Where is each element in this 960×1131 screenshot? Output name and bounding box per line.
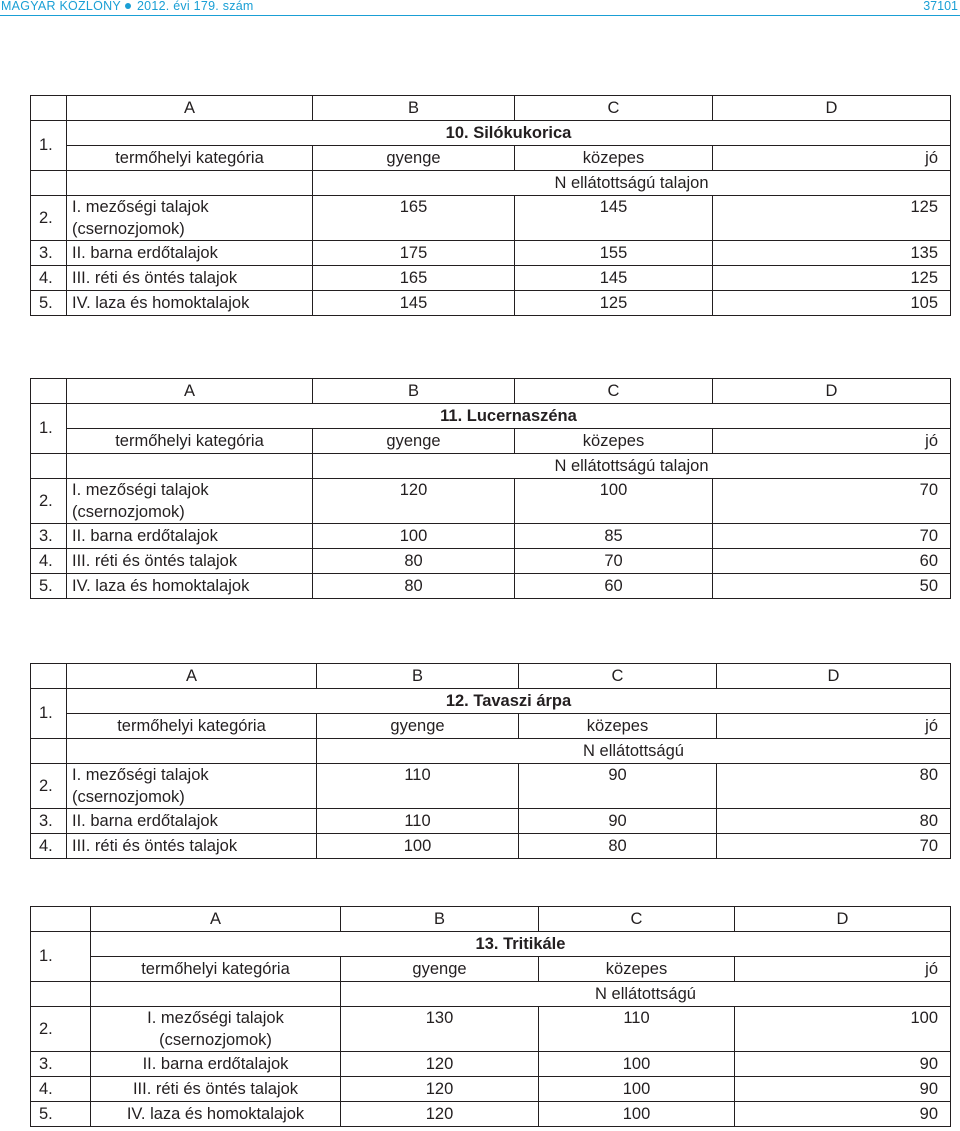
col-b: B bbox=[313, 379, 515, 404]
table-silokukorica bbox=[30, 95, 951, 316]
subhead-row bbox=[31, 454, 951, 479]
col-d: D bbox=[713, 379, 951, 404]
value-b: 80 bbox=[313, 574, 515, 599]
column-header-row bbox=[31, 664, 951, 689]
value-d: 50 bbox=[713, 574, 951, 599]
table-tavaszi-arpa bbox=[30, 663, 951, 859]
title-row bbox=[31, 404, 951, 429]
value-d: 90 bbox=[735, 1052, 951, 1077]
value-b: 175 bbox=[313, 241, 515, 266]
col-c: C bbox=[519, 664, 717, 689]
col-a: A bbox=[67, 96, 313, 121]
value-b: 120 bbox=[313, 479, 515, 524]
row-label: III. réti és öntés talajok bbox=[67, 266, 313, 291]
category-b: gyenge bbox=[313, 429, 515, 454]
value-c: 145 bbox=[515, 266, 713, 291]
category-d: jó bbox=[717, 714, 951, 739]
row-label: I. mezőségi talajok bbox=[72, 766, 209, 784]
table-row bbox=[31, 479, 951, 524]
value-b: 165 bbox=[313, 196, 515, 241]
row-number: 2. bbox=[31, 764, 67, 809]
table-row bbox=[31, 196, 951, 241]
category-c: közepes bbox=[515, 429, 713, 454]
value-d: 100 bbox=[735, 1007, 951, 1052]
column-header-row bbox=[31, 96, 951, 121]
value-b: 80 bbox=[313, 549, 515, 574]
row-number: 4. bbox=[31, 266, 67, 291]
table-title: 12. Tavaszi árpa bbox=[67, 689, 951, 714]
col-c: C bbox=[515, 379, 713, 404]
journal-title: MAGYAR KÖZLÖNY bbox=[1, 0, 121, 13]
value-c: 70 bbox=[515, 549, 713, 574]
col-c: C bbox=[539, 907, 735, 932]
value-c: 155 bbox=[515, 241, 713, 266]
category-c: közepes bbox=[515, 146, 713, 171]
header-rule bbox=[0, 15, 960, 16]
value-c: 90 bbox=[519, 809, 717, 834]
value-b: 120 bbox=[341, 1052, 539, 1077]
row-number: 5. bbox=[31, 1102, 91, 1127]
col-b: B bbox=[317, 664, 519, 689]
table-lucernaszena bbox=[30, 378, 951, 599]
value-c: 100 bbox=[515, 479, 713, 524]
col-d: D bbox=[713, 96, 951, 121]
value-d: 90 bbox=[735, 1102, 951, 1127]
value-b: 120 bbox=[341, 1102, 539, 1127]
category-label: termőhelyi kategória bbox=[91, 957, 341, 982]
row-number: 1. bbox=[31, 689, 67, 739]
category-row bbox=[31, 714, 951, 739]
row-number: 4. bbox=[31, 1077, 91, 1102]
row-label: II. barna erdőtalajok bbox=[91, 1052, 341, 1077]
row-number: 5. bbox=[31, 291, 67, 316]
category-row bbox=[31, 146, 951, 171]
row-number: 3. bbox=[31, 524, 67, 549]
value-b: 130 bbox=[341, 1007, 539, 1052]
value-b: 165 bbox=[313, 266, 515, 291]
table-row bbox=[31, 266, 951, 291]
table-row bbox=[31, 549, 951, 574]
value-d: 60 bbox=[713, 549, 951, 574]
subhead: N ellátottságú talajon bbox=[313, 454, 951, 479]
value-c: 100 bbox=[539, 1052, 735, 1077]
table-row bbox=[31, 1007, 951, 1052]
category-c: közepes bbox=[539, 957, 735, 982]
value-d: 70 bbox=[713, 479, 951, 524]
category-b: gyenge bbox=[341, 957, 539, 982]
subhead: N ellátottságú bbox=[317, 739, 951, 764]
subhead-row bbox=[31, 171, 951, 196]
row-label: IV. laza és homoktalajok bbox=[91, 1102, 341, 1127]
row-label-cont: (csernozjomok) bbox=[72, 788, 185, 806]
value-d: 80 bbox=[717, 764, 951, 809]
subhead: N ellátottságú bbox=[341, 982, 951, 1007]
value-d: 125 bbox=[713, 266, 951, 291]
col-b: B bbox=[341, 907, 539, 932]
col-b: B bbox=[313, 96, 515, 121]
row-number: 1. bbox=[31, 404, 67, 454]
table-row bbox=[31, 291, 951, 316]
category-row bbox=[31, 429, 951, 454]
table-title: 13. Tritikále bbox=[91, 932, 951, 957]
row-label: III. réti és öntés talajok bbox=[67, 549, 313, 574]
bullet-icon bbox=[125, 3, 131, 9]
value-d: 135 bbox=[713, 241, 951, 266]
value-b: 100 bbox=[313, 524, 515, 549]
value-d: 105 bbox=[713, 291, 951, 316]
row-number: 3. bbox=[31, 241, 67, 266]
value-b: 145 bbox=[313, 291, 515, 316]
row-number: 1. bbox=[31, 932, 91, 982]
value-d: 90 bbox=[735, 1077, 951, 1102]
value-d: 80 bbox=[717, 809, 951, 834]
page-number: 37101 bbox=[923, 0, 958, 13]
row-label: III. réti és öntés talajok bbox=[91, 1077, 341, 1102]
row-number: 2. bbox=[31, 479, 67, 524]
category-label: termőhelyi kategória bbox=[67, 714, 317, 739]
category-d: jó bbox=[735, 957, 951, 982]
row-label-cont: (csernozjomok) bbox=[72, 503, 185, 521]
value-b: 110 bbox=[317, 764, 519, 809]
value-b: 100 bbox=[317, 834, 519, 859]
row-number: 4. bbox=[31, 549, 67, 574]
row-number: 5. bbox=[31, 574, 67, 599]
value-c: 100 bbox=[539, 1102, 735, 1127]
category-label: termőhelyi kategória bbox=[67, 146, 313, 171]
table-row bbox=[31, 1077, 951, 1102]
row-label: I. mezőségi talajok bbox=[147, 1009, 284, 1027]
value-c: 125 bbox=[515, 291, 713, 316]
subhead-row bbox=[31, 739, 951, 764]
row-number: 2. bbox=[31, 1007, 91, 1052]
table-row bbox=[31, 241, 951, 266]
row-label: III. réti és öntés talajok bbox=[67, 834, 317, 859]
table-row bbox=[31, 1102, 951, 1127]
category-b: gyenge bbox=[317, 714, 519, 739]
table-row bbox=[31, 574, 951, 599]
table-row bbox=[31, 809, 951, 834]
table-row bbox=[31, 834, 951, 859]
row-number: 1. bbox=[31, 121, 67, 171]
row-label: II. barna erdőtalajok bbox=[67, 524, 313, 549]
value-c: 85 bbox=[515, 524, 713, 549]
row-label: I. mezőségi talajok bbox=[72, 481, 209, 499]
col-c: C bbox=[515, 96, 713, 121]
category-label: termőhelyi kategória bbox=[67, 429, 313, 454]
title-row bbox=[31, 689, 951, 714]
row-label: II. barna erdőtalajok bbox=[67, 809, 317, 834]
title-row bbox=[31, 932, 951, 957]
value-d: 70 bbox=[713, 524, 951, 549]
category-d: jó bbox=[713, 429, 951, 454]
col-a: A bbox=[91, 907, 341, 932]
col-a: A bbox=[67, 664, 317, 689]
category-c: közepes bbox=[519, 714, 717, 739]
row-label: IV. laza és homoktalajok bbox=[67, 574, 313, 599]
value-c: 80 bbox=[519, 834, 717, 859]
row-number: 3. bbox=[31, 809, 67, 834]
row-label: II. barna erdőtalajok bbox=[67, 241, 313, 266]
table-tritikale bbox=[30, 906, 951, 1127]
value-c: 145 bbox=[515, 196, 713, 241]
row-number: 2. bbox=[31, 196, 67, 241]
col-d: D bbox=[735, 907, 951, 932]
title-row bbox=[31, 121, 951, 146]
value-b: 120 bbox=[341, 1077, 539, 1102]
row-label: IV. laza és homoktalajok bbox=[67, 291, 313, 316]
value-c: 60 bbox=[515, 574, 713, 599]
subhead: N ellátottságú talajon bbox=[313, 171, 951, 196]
page-header bbox=[0, 0, 960, 15]
col-a: A bbox=[67, 379, 313, 404]
value-c: 110 bbox=[539, 1007, 735, 1052]
row-number: 3. bbox=[31, 1052, 91, 1077]
category-b: gyenge bbox=[313, 146, 515, 171]
table-row bbox=[31, 764, 951, 809]
row-number: 4. bbox=[31, 834, 67, 859]
table-title: 10. Silókukorica bbox=[67, 121, 951, 146]
value-c: 90 bbox=[519, 764, 717, 809]
value-d: 70 bbox=[717, 834, 951, 859]
row-label-cont: (csernozjomok) bbox=[72, 220, 185, 238]
table-row bbox=[31, 1052, 951, 1077]
column-header-row bbox=[31, 907, 951, 932]
category-d: jó bbox=[713, 146, 951, 171]
row-label-cont: (csernozjomok) bbox=[159, 1031, 272, 1049]
table-title: 11. Lucernaszéna bbox=[67, 404, 951, 429]
subhead-row bbox=[31, 982, 951, 1007]
value-d: 125 bbox=[713, 196, 951, 241]
column-header-row bbox=[31, 379, 951, 404]
table-row bbox=[31, 524, 951, 549]
category-row bbox=[31, 957, 951, 982]
value-b: 110 bbox=[317, 809, 519, 834]
col-d: D bbox=[717, 664, 951, 689]
value-c: 100 bbox=[539, 1077, 735, 1102]
issue-label: 2012. évi 179. szám bbox=[136, 0, 254, 13]
row-label: I. mezőségi talajok bbox=[72, 198, 209, 216]
